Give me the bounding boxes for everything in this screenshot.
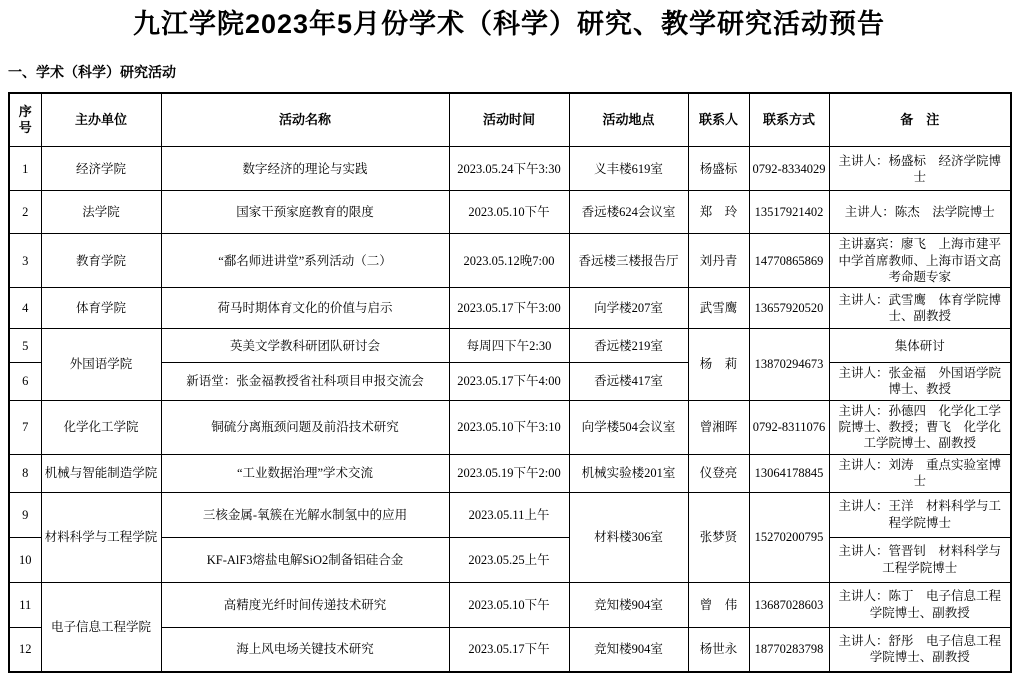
cell-phone: 14770865869 <box>749 234 829 288</box>
cell-time: 2023.05.17下午3:00 <box>449 288 569 329</box>
header-cell-remark: 备 注 <box>829 93 1011 147</box>
header-cell-organizer: 主办单位 <box>41 93 161 147</box>
cell-contact: 杨 莉 <box>688 329 749 401</box>
cell-location: 竞知楼904室 <box>569 627 688 672</box>
cell-organizer: 外国语学院 <box>41 329 161 401</box>
cell-seq: 2 <box>9 191 41 234</box>
cell-activity: “工业数据治理”学术交流 <box>161 454 449 492</box>
cell-remark: 主讲人：舒彤 电子信息工程学院博士、副教授 <box>829 627 1011 672</box>
cell-activity: 数字经济的理论与实践 <box>161 147 449 191</box>
cell-activity: KF-AlF3熔盐电解SiO2制备铝硅合金 <box>161 537 449 582</box>
cell-seq: 7 <box>9 400 41 454</box>
cell-phone: 13517921402 <box>749 191 829 234</box>
cell-organizer: 电子信息工程学院 <box>41 582 161 672</box>
cell-time: 2023.05.24下午3:30 <box>449 147 569 191</box>
cell-contact: 郑 玲 <box>688 191 749 234</box>
cell-remark: 主讲人：杨盛标 经济学院博士 <box>829 147 1011 191</box>
cell-phone: 13064178845 <box>749 454 829 492</box>
cell-phone: 13870294673 <box>749 329 829 401</box>
cell-remark: 集体研讨 <box>829 329 1011 363</box>
cell-contact: 仪登亮 <box>688 454 749 492</box>
table-row <box>9 400 1011 454</box>
cell-seq: 5 <box>9 329 41 363</box>
cell-remark: 主讲人：管晋钊 材料科学与工程学院博士 <box>829 537 1011 582</box>
cell-location: 机械实验楼201室 <box>569 454 688 492</box>
header-cell-time: 活动时间 <box>449 93 569 147</box>
activities-table <box>8 92 1012 672</box>
cell-time: 2023.05.10下午 <box>449 582 569 627</box>
cell-seq: 8 <box>9 454 41 492</box>
cell-organizer: 体育学院 <box>41 288 161 329</box>
cell-organizer: 材料科学与工程学院 <box>41 492 161 582</box>
cell-time: 2023.05.25上午 <box>449 537 569 582</box>
cell-location: 材料楼306室 <box>569 492 688 582</box>
cell-location: 香远楼三楼报告厅 <box>569 234 688 288</box>
cell-contact: 武雪鹰 <box>688 288 749 329</box>
cell-location: 向学楼207室 <box>569 288 688 329</box>
section-heading: 一、学术（科学）研究活动 <box>8 64 176 81</box>
cell-time: 2023.05.11上午 <box>449 492 569 537</box>
cell-contact: 刘丹青 <box>688 234 749 288</box>
cell-phone: 18770283798 <box>749 627 829 672</box>
cell-phone: 13687028603 <box>749 582 829 627</box>
cell-seq: 12 <box>9 627 41 672</box>
cell-remark: 主讲人：刘涛 重点实验室博士 <box>829 454 1011 492</box>
cell-phone: 0792-8334029 <box>749 147 829 191</box>
header-cell-location: 活动地点 <box>569 93 688 147</box>
header-cell-contact: 联系人 <box>688 93 749 147</box>
cell-location: 香远楼417室 <box>569 363 688 401</box>
cell-phone: 13657920520 <box>749 288 829 329</box>
cell-time: 2023.05.10下午3:10 <box>449 400 569 454</box>
cell-seq: 1 <box>9 147 41 191</box>
cell-time: 2023.05.19下午2:00 <box>449 454 569 492</box>
cell-activity: 高精度光纤时间传递技术研究 <box>161 582 449 627</box>
table-row <box>9 147 1011 191</box>
cell-phone: 0792-8311076 <box>749 400 829 454</box>
cell-activity: 三核金属-氧簇在光解水制氢中的应用 <box>161 492 449 537</box>
cell-organizer: 法学院 <box>41 191 161 234</box>
cell-seq: 11 <box>9 582 41 627</box>
cell-time: 2023.05.17下午 <box>449 627 569 672</box>
header-cell-seq: 序号 <box>9 93 41 147</box>
table-row <box>9 329 1011 363</box>
cell-phone: 15270200795 <box>749 492 829 582</box>
table-body <box>9 147 1011 672</box>
cell-time: 2023.05.10下午 <box>449 191 569 234</box>
table-row <box>9 582 1011 627</box>
header-cell-activity: 活动名称 <box>161 93 449 147</box>
cell-time: 2023.05.17下午4:00 <box>449 363 569 401</box>
cell-remark: 主讲人：王洋 材料科学与工程学院博士 <box>829 492 1011 537</box>
cell-activity: 英美文学教科研团队研讨会 <box>161 329 449 363</box>
cell-seq: 6 <box>9 363 41 401</box>
cell-remark: 主讲人：武雪鹰 体育学院博士、副教授 <box>829 288 1011 329</box>
table-header-row <box>9 93 1011 147</box>
cell-organizer: 教育学院 <box>41 234 161 288</box>
cell-location: 义丰楼619室 <box>569 147 688 191</box>
cell-activity: 国家干预家庭教育的限度 <box>161 191 449 234</box>
cell-time: 每周四下午2:30 <box>449 329 569 363</box>
cell-contact: 张梦贤 <box>688 492 749 582</box>
cell-seq: 9 <box>9 492 41 537</box>
cell-location: 香远楼219室 <box>569 329 688 363</box>
page-title: 九江学院2023年5月份学术（科学）研究、教学研究活动预告 <box>132 9 886 39</box>
cell-organizer: 经济学院 <box>41 147 161 191</box>
cell-activity: 新语堂：张金福教授省社科项目申报交流会 <box>161 363 449 401</box>
header-row <box>9 93 1011 147</box>
cell-seq: 10 <box>9 537 41 582</box>
cell-remark: 主讲人：陈杰 法学院博士 <box>829 191 1011 234</box>
cell-remark: 主讲嘉宾：廖飞 上海市建平中学首席教师、上海市语文高考命题专家 <box>829 234 1011 288</box>
cell-remark: 主讲人：陈丁 电子信息工程学院博士、副教授 <box>829 582 1011 627</box>
cell-seq: 4 <box>9 288 41 329</box>
cell-time: 2023.05.12晚7:00 <box>449 234 569 288</box>
cell-contact: 曾 伟 <box>688 582 749 627</box>
cell-location: 香远楼624会议室 <box>569 191 688 234</box>
cell-organizer: 化学化工学院 <box>41 400 161 454</box>
header-cell-phone: 联系方式 <box>749 93 829 147</box>
table-row <box>9 234 1011 288</box>
cell-activity: 铜硫分离瓶颈问题及前沿技术研究 <box>161 400 449 454</box>
cell-activity: “鄱名师进讲堂”系列活动（二） <box>161 234 449 288</box>
table-row <box>9 288 1011 329</box>
cell-activity: 海上风电场关键技术研究 <box>161 627 449 672</box>
cell-remark: 主讲人：孙德四 化学化工学院博士、教授；曹飞 化学化工学院博士、副教授 <box>829 400 1011 454</box>
cell-activity: 荷马时期体育文化的价值与启示 <box>161 288 449 329</box>
cell-organizer: 机械与智能制造学院 <box>41 454 161 492</box>
cell-seq: 3 <box>9 234 41 288</box>
cell-remark: 主讲人：张金福 外国语学院博士、教授 <box>829 363 1011 401</box>
cell-location: 向学楼504会议室 <box>569 400 688 454</box>
table-row <box>9 454 1011 492</box>
cell-location: 竞知楼904室 <box>569 582 688 627</box>
cell-contact: 杨世永 <box>688 627 749 672</box>
cell-contact: 杨盛标 <box>688 147 749 191</box>
cell-contact: 曾湘晖 <box>688 400 749 454</box>
table-row <box>9 191 1011 234</box>
table-row <box>9 492 1011 537</box>
